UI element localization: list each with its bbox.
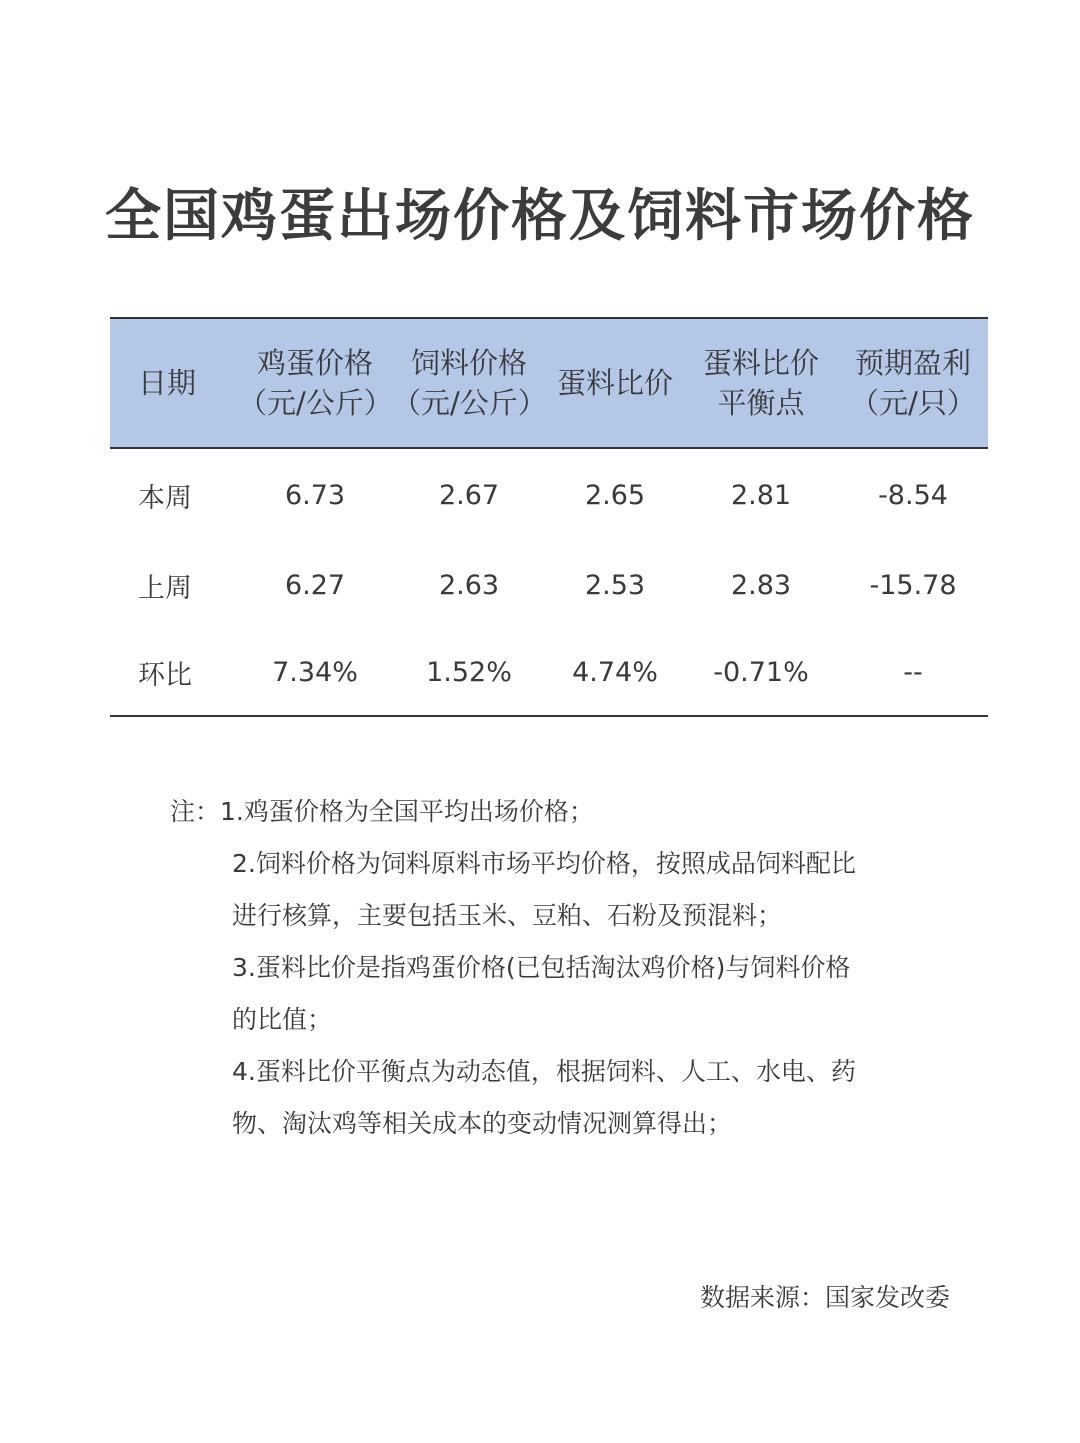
egg-price-cell: 6.27 xyxy=(284,569,346,601)
ratio-cell: 2.53 xyxy=(584,569,646,601)
row-label: 环比 xyxy=(110,629,238,716)
balance-point-cell: 2.81 xyxy=(730,479,792,511)
row-label: 本周 xyxy=(138,482,192,514)
profit-cell: -8.54 xyxy=(878,479,948,511)
header-date: 日期 xyxy=(110,318,238,448)
data-source: 数据来源：国家发改委 xyxy=(699,1283,950,1312)
feed-price-cell: 2.63 xyxy=(438,569,500,601)
note-line: 进行核算，主要包括玉米、豆粕、石粉及预混料； xyxy=(232,901,783,930)
profit-cell: -- xyxy=(838,629,988,716)
header-ratio-balance-point: 蛋料比价 平衡点 xyxy=(684,318,838,448)
feed-price-cell: 1.52% xyxy=(392,629,546,716)
price-table-container xyxy=(110,317,988,717)
balance-point-cell: 2.83 xyxy=(730,569,792,601)
header-feed-price: 饲料价格 （元/公斤） xyxy=(392,318,546,448)
note-line: 2.饲料价格为饲料原料市场平均价格，按照成品饲料配比 xyxy=(232,849,856,878)
ratio-cell: 2.65 xyxy=(584,479,646,511)
header-egg-price: 鸡蛋价格 （元/公斤） xyxy=(238,318,392,448)
header-expected-profit: 预期盈利 （元/只） xyxy=(838,318,988,448)
table-row xyxy=(110,448,988,541)
price-table xyxy=(110,317,988,717)
note-line: 物、淘汰鸡等相关成本的变动情况测算得出； xyxy=(232,1109,733,1138)
page-title: 全国鸡蛋出场价格及饲料市场价格 xyxy=(105,184,975,249)
note-line: 4.蛋料比价平衡点为动态值，根据饲料、人工、水电、药 xyxy=(232,1057,856,1086)
table-header-row xyxy=(110,318,988,448)
table-row xyxy=(110,629,988,716)
note-line: 的比值； xyxy=(232,1005,333,1034)
table-row xyxy=(110,541,988,629)
egg-price-cell: 6.73 xyxy=(284,479,346,511)
notes-section xyxy=(170,786,950,1150)
balance-point-cell: -0.71% xyxy=(684,629,838,716)
profit-cell: -15.78 xyxy=(869,569,957,601)
row-label: 上周 xyxy=(138,572,192,604)
egg-price-cell: 7.34% xyxy=(238,629,392,716)
ratio-cell: 4.74% xyxy=(546,629,684,716)
feed-price-cell: 2.67 xyxy=(438,479,500,511)
note-line: 3.蛋料比价是指鸡蛋价格(已包括淘汰鸡价格)与饲料价格 xyxy=(232,953,851,982)
header-egg-feed-ratio: 蛋料比价 xyxy=(546,318,684,448)
note-line: 注：1.鸡蛋价格为全国平均出场价格； xyxy=(170,797,594,826)
